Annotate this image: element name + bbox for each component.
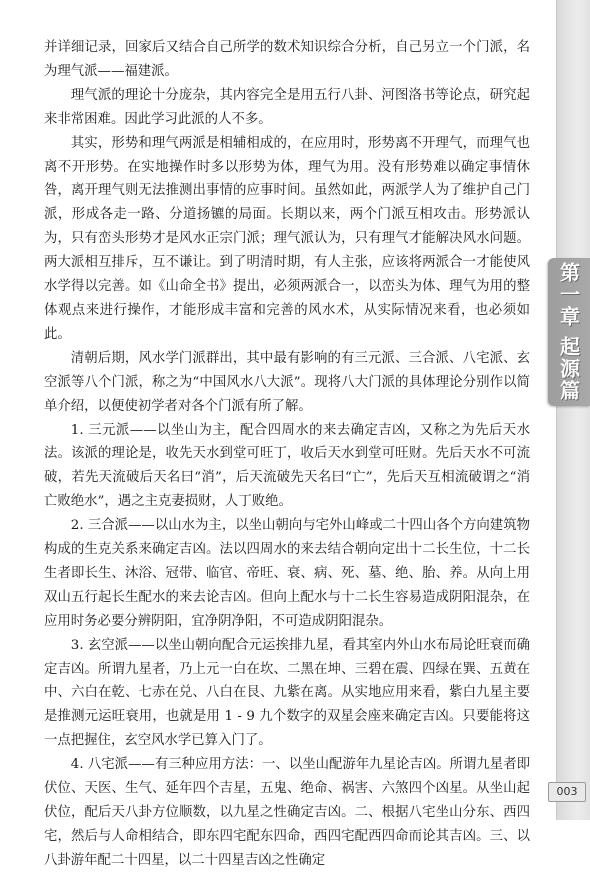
- page-number: 003: [548, 782, 586, 802]
- chapter-number: 第一章: [556, 262, 581, 328]
- paragraph: 清朝后期，风水学门派群出，其中最有影响的有三元派、三合派、八宅派、玄空派等八个门派，称之为“中国风水八大派”。现将八大门派的具体理论分别作以简单介绍，以便使初学者对各个门派有所了解。: [44, 350, 530, 414]
- paragraph: 2. 三合派——以山水为主，以坐山朝向与宅外山峰或二十四山各个方向建筑物构成的生克关系来确定吉凶。法以四周水的来去结合朝向定出十二长生位，十二长生者即长生、沐浴、冠带、临官、帝旺、衰、病、死、墓、绝、胎、养。从向上用双山五行起长生配水的来去论吉凶。但向上配水与十二长生容易造成阴阳混杂，在应用时务必要分辨阴阳，宜净阴净阳，不可造成阴阳混杂。: [44, 518, 530, 629]
- paragraph: 并详细记录，回家后又结合自己所学的数术知识综合分析，自己另立一个门派，名为理气派——福建派。: [44, 40, 530, 79]
- chapter-title: 起源篇: [556, 336, 581, 402]
- chapter-sidebar: [556, 0, 590, 820]
- paragraph: 1. 三元派——以坐山为主，配合四周水的来去确定吉凶，又称之为先后天水法。该派的理论是，收先天水到堂可旺丁，收后天水到堂可旺财。先后天水不可流破，若先天流破后天名曰“消”，后天流破先天名曰“亡”，先后天互相流破谓之“消亡败绝水”，遇之主克妻损财，人丁败绝。: [44, 422, 530, 510]
- body-text: [44, 36, 530, 873]
- paragraph: 3. 玄空派——以坐山朝向配合元运挨排九星，看其室内外山水布局论旺衰而确定吉凶。所谓九星者，乃上元一白在坎、二黑在坤、三碧在震、四绿在巽、五黄在中、六白在乾、七赤在兑、八白在艮、九紫在离。从实地应用来看，紫白九星主要是推测元运旺衰用，也就是用 1 - 9 九个数字的双星会座来确定吉凶。只要能将这一点把握住，玄空风水学已算入门了。: [44, 637, 530, 749]
- chapter-tab: [548, 258, 590, 406]
- paragraph: 4. 八宅派——有三种应用方法：一、以坐山配游年九星论吉凶。所谓九星者即伏位、天医、生气、延年四个吉星，五鬼、绝命、祸害、六煞四个凶星。从坐山起伏位，配后天八卦方位顺数，以九星之性确定吉凶。二、根据八宅坐山分东、西四宅，然后与人命相结合，即东四宅配东四命，西四宅配西四命而论其吉凶。三、以八卦游年配二十四星，以二十四星吉凶之性确定: [44, 757, 530, 868]
- paragraph: 理气派的理论十分庞杂，其内容完全是用五行八卦、河图洛书等论点，研究起来非常困难。因此学习此派的人不多。: [44, 87, 530, 127]
- paragraph: 其实，形势和理气两派是相辅相成的，在应用时，形势离不开理气，而理气也离不开形势。在实地操作时多以形势为体，理气为用。没有形势难以确定事情休咎，离开理气则无法推测出事情的应事时间。虽然如此，两派学人为了维护自己门派，形成各走一路、分道扬镳的局面。长期以来，两个门派互相攻击。形势派认为，只有峦头形势才是风水正宗门派；理气派认为，只有理气才能解决风水问题。两大派相互排斥，互不谦让。到了明清时期，有人主张，应该将两派合一才能使风水学得以完善。如《山命全书》提出，必须两派合一，以峦头为体、理气为用的整体观点来进行操作，才能形成丰富和完善的风水术，从实际情况来看，也必须如此。: [44, 135, 530, 342]
